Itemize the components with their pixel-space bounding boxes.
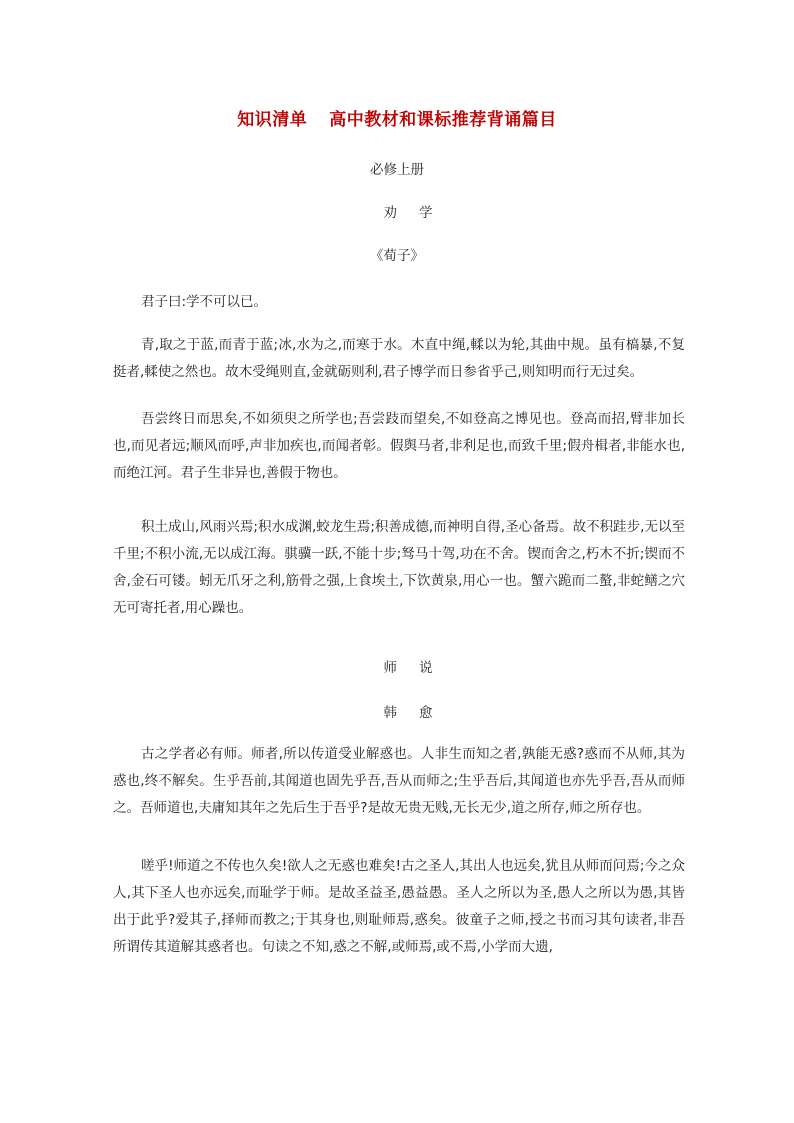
page-title [0,105,794,130]
section-title: 师说 [383,660,455,676]
section-title: 劝学 [383,205,455,221]
section-author: 《荀子》 [370,248,424,264]
paragraph: 积土成山,风雨兴焉;积水成渊,蛟龙生焉;积善成德,而神明自得,圣心备焉。故不积跬步,无以至千里;不积小流,无以成江海。骐骥一跃,不能十步;驽马十驾,功在不舍。锲而舍之,朽木不折;锲而不舍,金石可镂。蚓无爪牙之利,筋骨之强,上食埃土,下饮黄泉,用心一也。蟹六跪而二螯,非蛇鳝之穴无可寄托者,用心躁也。 [113,519,685,616]
section-author: 韩愈 [383,705,455,721]
title-part-2: 高中教材和课标推荐背诵篇目 [329,110,557,130]
paragraph: 青,取之于蓝,而青于蓝;冰,水为之,而寒于水。木直中绳,輮以为轮,其曲中规。虽有槁暴,不复挺者,輮使之然也。故木受绳则直,金就砺则利,君子博学而日参省乎己,则知明而行无过矣。 [113,337,685,380]
paragraph: 古之学者必有师。师者,所以传道受业解惑也。人非生而知之者,孰能无惑?惑而不从师,其为惑也,终不解矣。生乎吾前,其闻道也固先乎吾,吾从而师之;生乎吾后,其闻道也亦先乎吾,吾从而师之。吾师道也,夫庸知其年之先后生于吾乎?是故无贵无贱,无长无少,道之所存,师之所存也。 [113,746,685,816]
paragraph: 吾尝终日而思矣,不如须臾之所学也;吾尝跂而望矣,不如登高之博见也。登高而招,臂非加长也,而见者远;顺风而呼,声非加疾也,而闻者彰。假舆马者,非利足也,而致千里;假舟楫者,非能水也,而绝江河。君子生非异也,善假于物也。 [113,411,685,481]
title-part-1: 知识清单 [237,110,308,130]
volume-label: 必修上册 [370,162,424,178]
paragraph: 君子曰:学不可以已。 [141,294,268,310]
paragraph: 嗟乎!师道之不传也久矣!欲人之无惑也难矣!古之圣人,其出人也远矣,犹且从师而问焉;今之众人,其下圣人也亦远矣,而耻学于师。是故圣益圣,愚益愚。圣人之所以为圣,愚人之所以为愚,其皆出于此乎?爱其子,择师而教之;于其身也,则耻师焉,惑矣。彼童子之师,授之书而习其句读者,非吾所谓传其道解其惑者也。句读之不知,惑之不解,或师焉,或不焉,小学而大遗, [113,858,685,955]
